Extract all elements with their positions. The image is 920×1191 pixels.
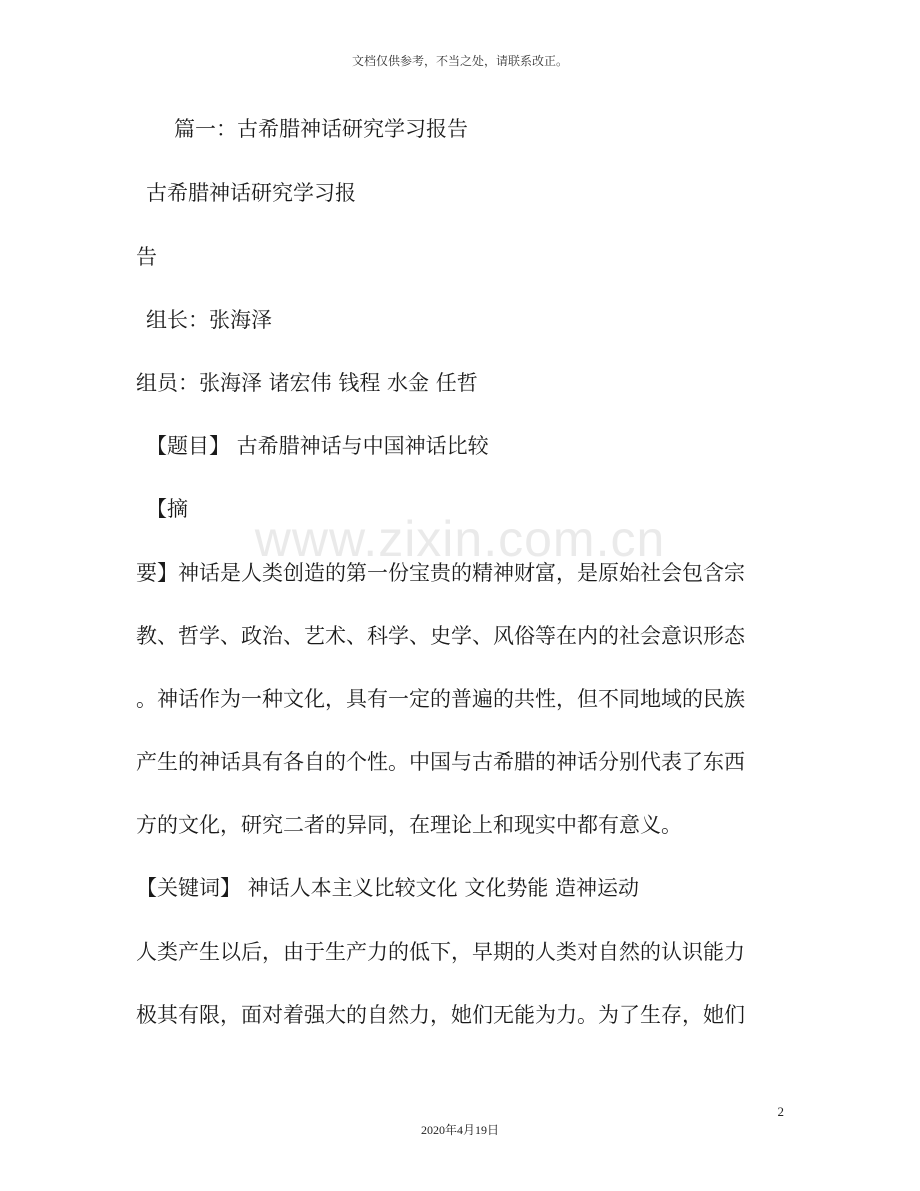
- abstract-line-3: 。神话作为一种文化，具有一定的普遍的共性，但不同地域的民族: [136, 687, 745, 711]
- watermark: www.zixin.com.cn: [254, 511, 666, 567]
- header-note: 文档仅供参考，不当之处，请联系改正。: [351, 54, 568, 68]
- group-leader: 组长：张海泽: [146, 308, 272, 332]
- abstract-line-5: 方的文化，研究二者的异同，在理论上和现实中都有意义。: [136, 813, 682, 837]
- section-heading: 篇一：古希腊神话研究学习报告: [174, 117, 468, 141]
- abstract-label: 【摘: [146, 497, 188, 521]
- report-title-line-2: 告: [136, 245, 157, 269]
- report-title-line-1: 古希腊神话研究学习报: [146, 181, 356, 205]
- abstract-line-4: 产生的神话具有各自的个性。中国与古希腊的神话分别代表了东西: [136, 750, 745, 774]
- abstract-line-1: 要】神话是人类创造的第一份宝贵的精神财富，是原始社会包含宗: [136, 561, 745, 585]
- body-line-1: 人类产生以后，由于生产力的低下，早期的人类对自然的认识能力: [136, 940, 745, 964]
- page-number: 2: [777, 1104, 784, 1119]
- topic-line: 【题目】 古希腊神话与中国神话比较: [146, 434, 489, 458]
- keywords-line: 【关键词】 神话人本主义比较文化 文化势能 造神运动: [136, 876, 640, 900]
- footer-date: 2020年4月19日: [420, 1123, 499, 1137]
- abstract-line-2: 教、哲学、政治、艺术、科学、史学、风俗等在内的社会意识形态: [136, 624, 745, 648]
- body-line-2: 极其有限，面对着强大的自然力，她们无能为力。为了生存，她们: [136, 1003, 745, 1027]
- group-members: 组员：张海泽 诸宏伟 钱程 水金 任哲: [136, 371, 478, 395]
